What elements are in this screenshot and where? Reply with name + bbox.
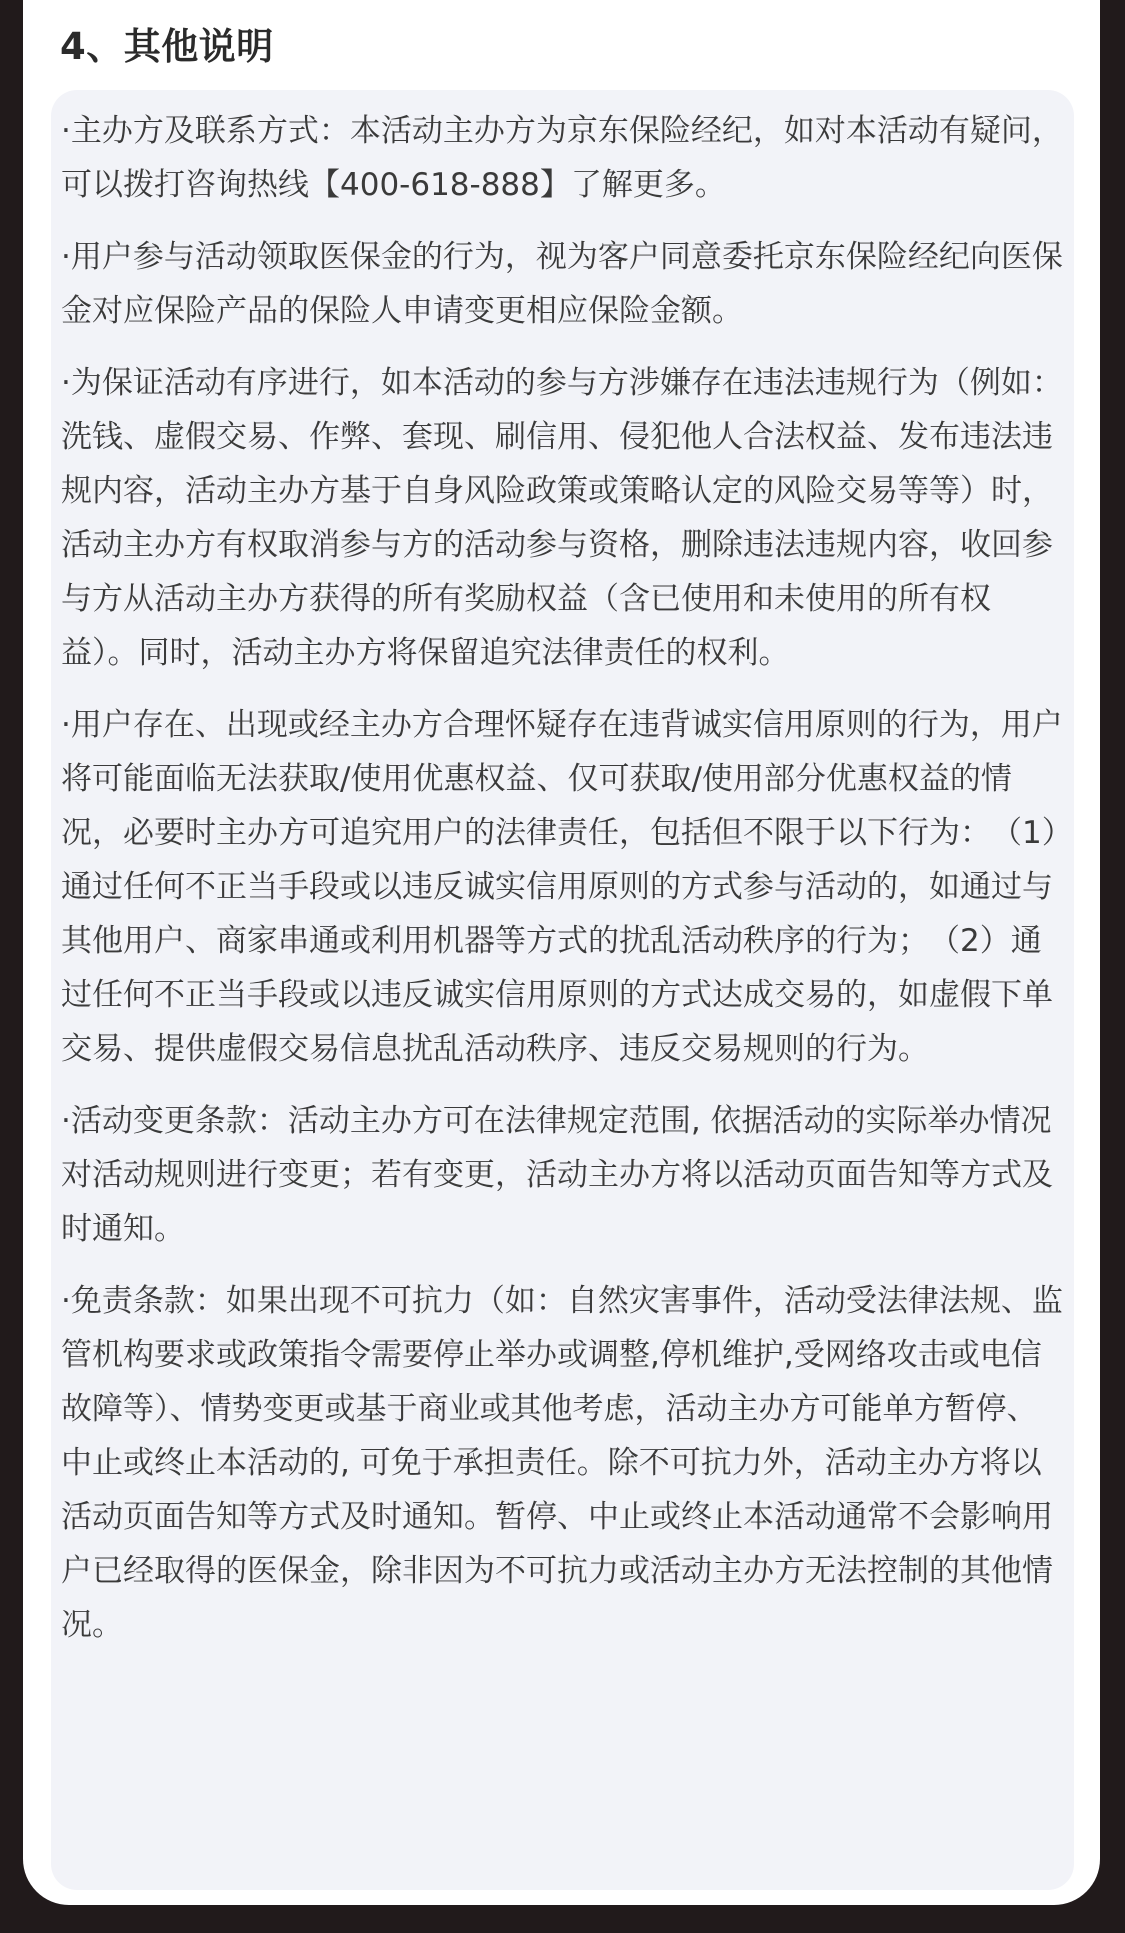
rule-participation-consent: ·用户参与活动领取医保金的行为，视为客户同意委托京东保险经纪向医保金对应保险产品的保险人申请变更相应保险金额。: [61, 239, 1063, 329]
rule-violation-handling: ·为保证活动有序进行，如本活动的参与方涉嫌存在违法违规行为（例如：洗钱、虚假交易、作弊、套现、刷信用、侵犯他人合法权益、发布违法违规内容，活动主办方基于自身风险政策或策略认定的风险交易等等）时，活动主办方有权取消参与方的活动参与资格，删除违法违规内容，收回参与方从活动主办方获得的所有奖励权益（含已使用和未使用的所有权益）。同时，活动主办方将保留追究法律责任的权利。: [61, 365, 1063, 671]
rule-disclaimer: ·免责条款：如果出现不可抗力（如：自然灾害事件，活动受法律法规、监管机构要求或政策指令需要停止举办或调整,停机维护,受网络攻击或电信故障等）、情势变更或基于商业或其他考虑，活动主办方可能单方暂停、中止或终止本活动的, 可免于承担责任。除不可抗力外，活动主办方将以活动页面告知等方式及时通知。暂停、中止或终止本活动通常不会影响用户已经取得的医保金，除非因为不可抗力或活动主办方无法控制的其他情况。: [61, 1283, 1063, 1643]
rules-list: [51, 90, 1074, 1652]
section-title: 4、其他说明: [60, 25, 274, 68]
rule-organizer-contact: ·主办方及联系方式：本活动主办方为京东保险经纪，如对本活动有疑问，可以拨打咨询热线【400-618-888】了解更多。: [61, 113, 1063, 203]
rule-good-faith: ·用户存在、出现或经主办方合理怀疑存在违背诚实信用原则的行为，用户将可能面临无法获取/使用优惠权益、仅可获取/使用部分优惠权益的情况，必要时主办方可追究用户的法律责任，包括但不限于以下行为： （1）通过任何不正当手段或以违反诚实信用原则的方式参与活动的，如通过与其他用户、商家串通或利用机器等方式的扰乱活动秩序的行为； （2）通过任何不正当手段或以违反诚实信用原则的方式达成交易的，如虚假下单交易、提供虚假交易信息扰乱活动秩序、违反交易规则的行为。: [61, 707, 1063, 1067]
rules-sheet: [23, 0, 1100, 1905]
rules-box: [51, 90, 1074, 1890]
rule-activity-changes: ·活动变更条款：活动主办方可在法律规定范围, 依据活动的实际举办情况对活动规则进行变更；若有变更，活动主办方将以活动页面告知等方式及时通知。: [61, 1103, 1053, 1247]
